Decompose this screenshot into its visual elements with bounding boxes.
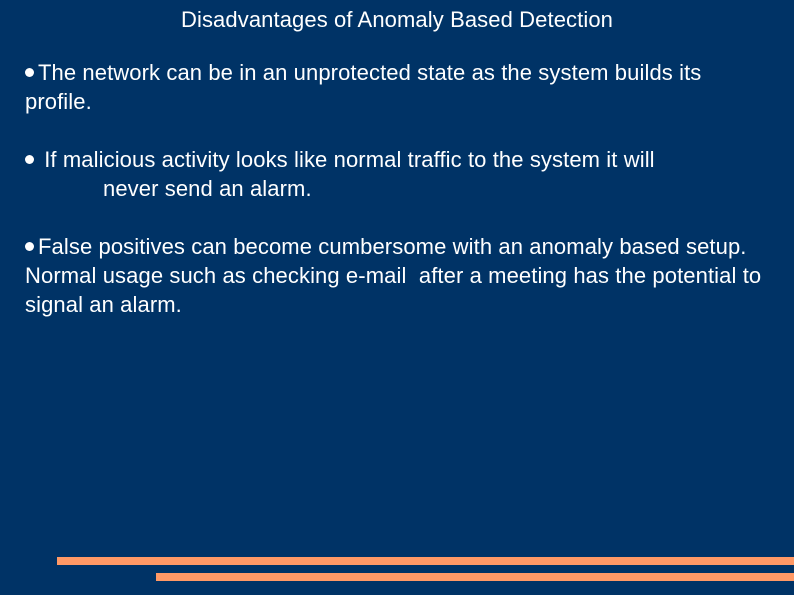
bullet-dot-icon [25, 155, 34, 164]
decorative-bar-top [57, 557, 794, 565]
bullet-text-3: False positives can become cumbersome with an anomaly based setup. Normal usage such as checking e-mail after a meeting has the potential to signal an alarm. [25, 234, 768, 317]
bullet-text-2-line2: never send an alarm. [103, 176, 312, 201]
bullet-item-2 [25, 145, 765, 203]
slide-title: Disadvantages of Anomaly Based Detection [180, 7, 614, 32]
bullet-dot-icon [25, 68, 34, 77]
bullet-item-1 [25, 58, 765, 116]
decorative-bar-bottom [156, 573, 794, 581]
bullet-dot-icon [25, 242, 34, 251]
bullet-item-3 [25, 232, 768, 319]
bullet-text-2-line1: If malicious activity looks like normal traffic to the system it will [44, 147, 655, 172]
bullet-text-1: The network can be in an unprotected state as the system builds its profile. [25, 60, 702, 114]
